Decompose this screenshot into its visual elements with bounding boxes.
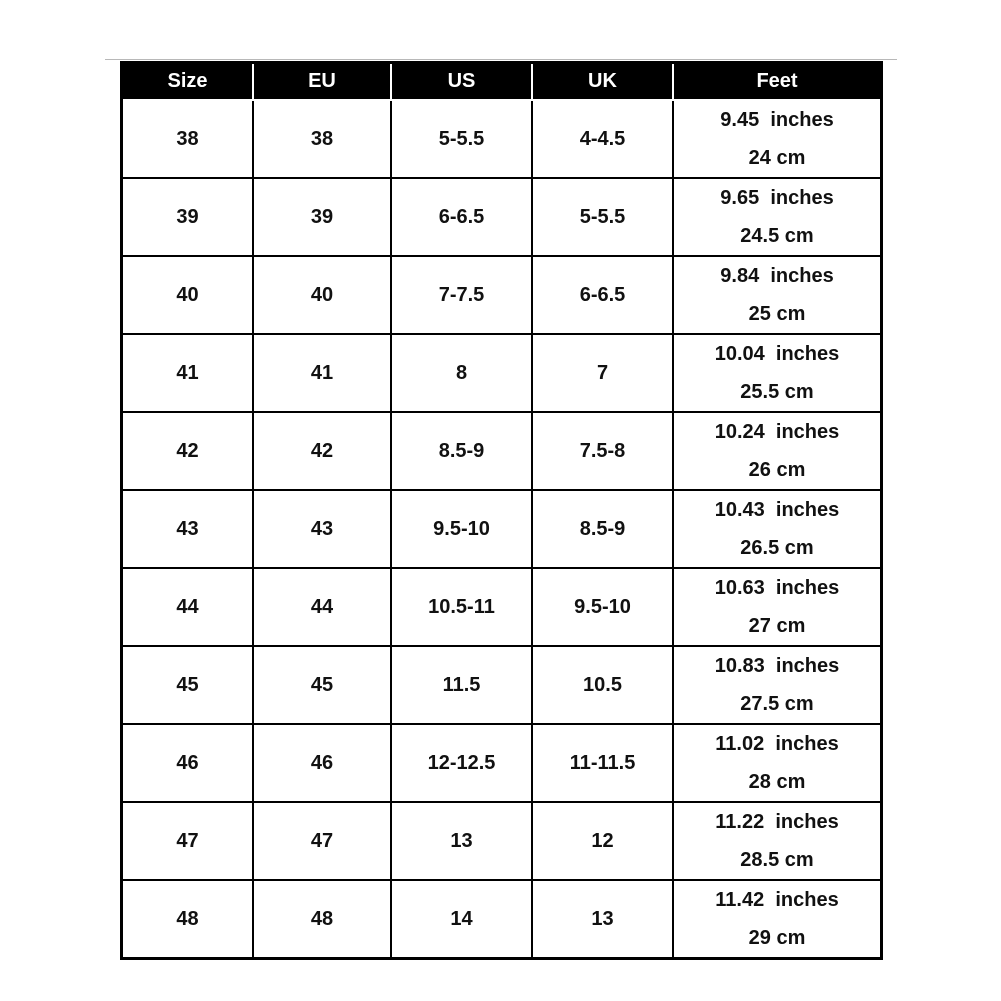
table-row xyxy=(123,646,880,724)
cell-us: 8 xyxy=(391,334,532,412)
cell-uk: 9.5-10 xyxy=(532,568,673,646)
table-row xyxy=(123,334,880,412)
cell-feet xyxy=(673,880,880,957)
feet-inches: 10.63 inches xyxy=(714,577,840,599)
cell-us: 7-7.5 xyxy=(391,256,532,334)
column-header-size: Size xyxy=(123,64,253,100)
cell-us: 8.5-9 xyxy=(391,412,532,490)
cell-size: 47 xyxy=(123,802,253,880)
table-row xyxy=(123,256,880,334)
feet-cm: 25 cm xyxy=(748,303,806,325)
cell-size: 39 xyxy=(123,178,253,256)
table-row xyxy=(123,724,880,802)
cell-size: 43 xyxy=(123,490,253,568)
cell-uk: 12 xyxy=(532,802,673,880)
feet-inches: 10.43 inches xyxy=(714,499,840,521)
feet-cm: 28 cm xyxy=(748,771,806,793)
table-row xyxy=(123,178,880,256)
cell-eu: 46 xyxy=(253,724,391,802)
cell-uk: 10.5 xyxy=(532,646,673,724)
feet-cm: 24.5 cm xyxy=(740,225,814,247)
table-row xyxy=(123,412,880,490)
cell-uk: 11-11.5 xyxy=(532,724,673,802)
feet-inches: 10.24 inches xyxy=(714,421,840,443)
cell-us: 11.5 xyxy=(391,646,532,724)
cell-size: 46 xyxy=(123,724,253,802)
table-row xyxy=(123,568,880,646)
cell-eu: 38 xyxy=(253,100,391,178)
feet-cm: 24 cm xyxy=(748,147,806,169)
cell-us: 12-12.5 xyxy=(391,724,532,802)
column-header-uk: UK xyxy=(532,64,673,100)
cell-uk: 13 xyxy=(532,880,673,957)
cell-eu: 44 xyxy=(253,568,391,646)
cell-eu: 42 xyxy=(253,412,391,490)
cell-us: 5-5.5 xyxy=(391,100,532,178)
cell-us: 9.5-10 xyxy=(391,490,532,568)
cell-eu: 43 xyxy=(253,490,391,568)
cell-us: 10.5-11 xyxy=(391,568,532,646)
cell-eu: 48 xyxy=(253,880,391,957)
top-divider-line xyxy=(105,59,897,60)
cell-feet xyxy=(673,724,880,802)
cell-size: 41 xyxy=(123,334,253,412)
cell-uk: 7 xyxy=(532,334,673,412)
feet-cm: 25.5 cm xyxy=(740,381,814,403)
feet-inches: 11.02 inches xyxy=(715,733,839,755)
cell-eu: 45 xyxy=(253,646,391,724)
column-header-us: US xyxy=(391,64,532,100)
feet-inches: 9.45 inches xyxy=(720,109,834,131)
feet-cm: 27 cm xyxy=(748,615,806,637)
size-chart xyxy=(120,61,883,960)
size-chart-table xyxy=(123,64,880,957)
feet-cm: 29 cm xyxy=(748,927,806,949)
feet-cm: 27.5 cm xyxy=(740,693,814,715)
feet-cm: 28.5 cm xyxy=(740,849,814,871)
column-header-eu: EU xyxy=(253,64,391,100)
cell-feet xyxy=(673,646,880,724)
cell-feet xyxy=(673,256,880,334)
cell-eu: 47 xyxy=(253,802,391,880)
table-row xyxy=(123,880,880,957)
cell-uk: 5-5.5 xyxy=(532,178,673,256)
feet-inches: 11.42 inches xyxy=(715,889,839,911)
cell-eu: 39 xyxy=(253,178,391,256)
cell-feet xyxy=(673,412,880,490)
table-row xyxy=(123,802,880,880)
cell-uk: 6-6.5 xyxy=(532,256,673,334)
cell-uk: 4-4.5 xyxy=(532,100,673,178)
cell-size: 45 xyxy=(123,646,253,724)
feet-inches: 9.65 inches xyxy=(720,187,834,209)
cell-eu: 41 xyxy=(253,334,391,412)
cell-feet xyxy=(673,100,880,178)
feet-inches: 11.22 inches xyxy=(715,811,839,833)
cell-feet xyxy=(673,490,880,568)
cell-uk: 7.5-8 xyxy=(532,412,673,490)
cell-us: 13 xyxy=(391,802,532,880)
cell-feet xyxy=(673,334,880,412)
feet-inches: 10.04 inches xyxy=(714,343,840,365)
cell-uk: 8.5-9 xyxy=(532,490,673,568)
table-body xyxy=(123,100,880,957)
feet-inches: 10.83 inches xyxy=(714,655,840,677)
cell-size: 40 xyxy=(123,256,253,334)
cell-us: 14 xyxy=(391,880,532,957)
feet-inches: 9.84 inches xyxy=(720,265,834,287)
cell-feet xyxy=(673,802,880,880)
table-header-row xyxy=(123,64,880,100)
cell-eu: 40 xyxy=(253,256,391,334)
cell-size: 42 xyxy=(123,412,253,490)
cell-feet xyxy=(673,178,880,256)
feet-cm: 26 cm xyxy=(748,459,806,481)
table-row xyxy=(123,490,880,568)
cell-size: 44 xyxy=(123,568,253,646)
cell-feet xyxy=(673,568,880,646)
table-row xyxy=(123,100,880,178)
cell-size: 48 xyxy=(123,880,253,957)
cell-us: 6-6.5 xyxy=(391,178,532,256)
cell-size: 38 xyxy=(123,100,253,178)
column-header-feet: Feet xyxy=(756,70,798,92)
feet-cm: 26.5 cm xyxy=(740,537,814,559)
